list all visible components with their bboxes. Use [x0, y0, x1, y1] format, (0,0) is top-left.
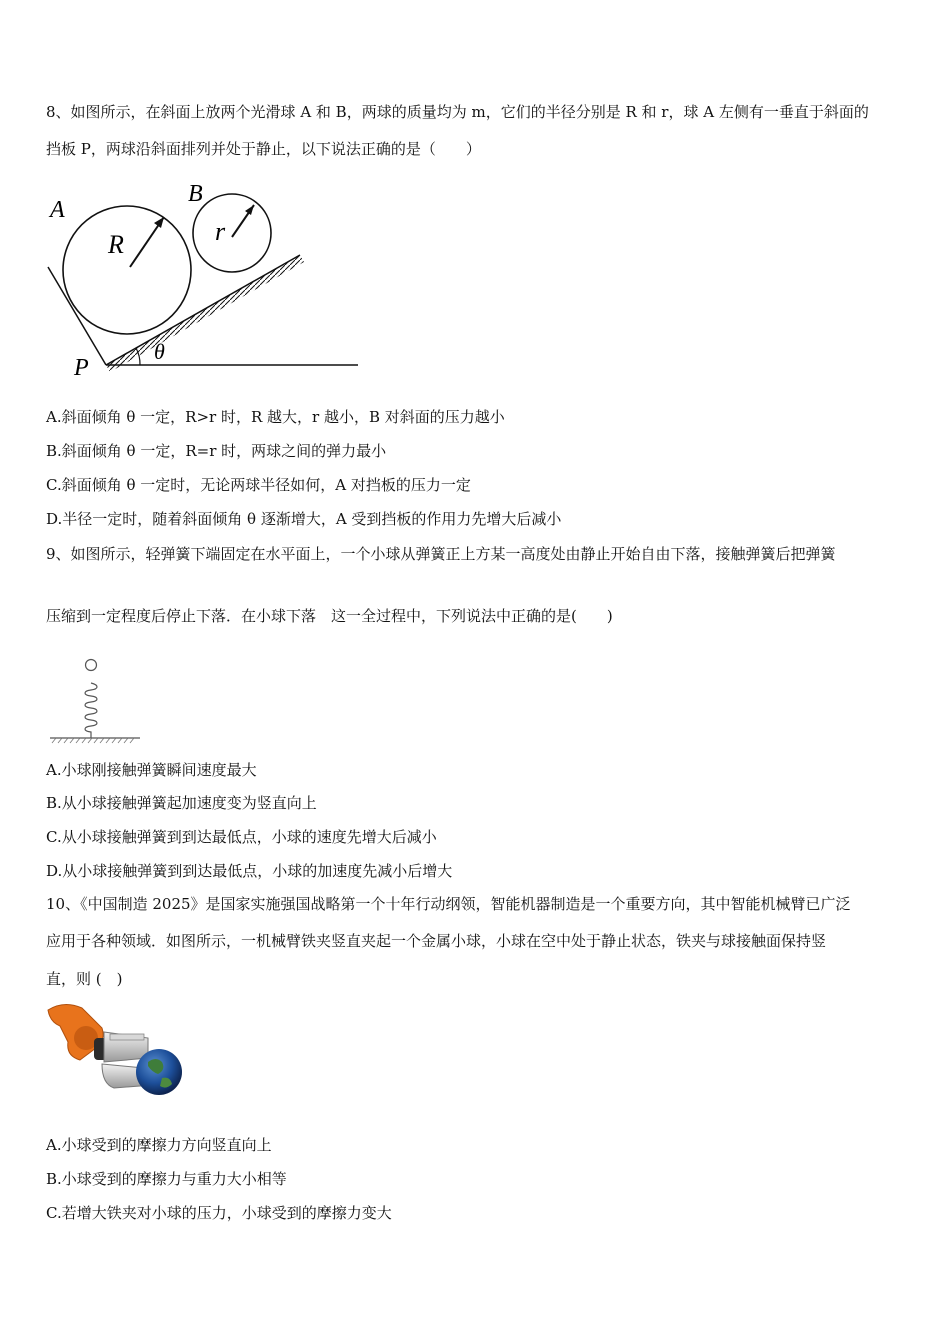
q9-stem-line1: 9、如图所示，轻弹簧下端固定在水平面上，一个小球从弹簧正上方某一高度处由静止开始自由下落，接触弹簧后把弹簧 — [46, 545, 836, 563]
q10-robot-arm-figure — [44, 1000, 189, 1110]
q8-stem-line2: 挡板 P，两球沿斜面排列并处于静止，以下说法正确的是（ ） — [46, 140, 481, 158]
label-big-r: R — [108, 230, 124, 259]
q8-option-d: D.半径一定时，随着斜面倾角 θ 逐渐增大，A 受到挡板的作用力先增大后减小 — [46, 510, 562, 528]
q8-incline-figure — [40, 175, 370, 385]
q9-stem-line2: 压缩到一定程度后停止下落．在小球下落 这一全过程中，下列说法中正确的是( ) — [46, 607, 613, 625]
q8-option-c: C.斜面倾角 θ 一定时，无论两球半径如何，A 对挡板的压力一定 — [46, 476, 471, 494]
label-a: A — [50, 197, 65, 223]
q9-option-a: A.小球刚接触弹簧瞬间速度最大 — [46, 761, 257, 779]
q10-stem-line1: 10、《中国制造 2025》是国家实施强国战略第一个十年行动纲领，智能机器制造是一个重要方向，其中智能机械臂已广泛 — [46, 895, 851, 913]
q9-spring-figure — [46, 655, 146, 747]
spring — [85, 683, 97, 738]
baffle-line — [48, 267, 106, 365]
q8-option-b: B.斜面倾角 θ 一定，R=r 时，两球之间的弹力最小 — [46, 442, 387, 460]
q8-stem-line1: 8、如图所示，在斜面上放两个光滑球 A 和 B，两球的质量均为 m，它们的半径分别是 R 和 r，球 A 左侧有一垂直于斜面的 — [46, 103, 869, 121]
q9-option-b: B.从小球接触弹簧起加速度变为竖直向上 — [46, 794, 317, 812]
ball-a — [63, 206, 191, 334]
q10-stem-line2: 应用于各种领域．如图所示，一机械臂铁夹竖直夹起一个金属小球，小球在空中处于静止状态，铁夹与球接触面保持竖 — [46, 932, 827, 950]
small-ball — [86, 660, 97, 671]
q10-option-a: A.小球受到的摩擦力方向竖直向上 — [46, 1136, 272, 1154]
label-theta: θ — [154, 339, 165, 364]
label-b: B — [188, 181, 203, 207]
q10-stem-line3: 直，则 ( ) — [46, 970, 123, 988]
q10-option-b: B.小球受到的摩擦力与重力大小相等 — [46, 1170, 287, 1188]
incline-hatch — [106, 255, 304, 372]
q8-option-a: A.斜面倾角 θ 一定，R>r 时，R 越大，r 越小，B 对斜面的压力越小 — [46, 408, 505, 426]
label-small-r: r — [215, 217, 226, 246]
q9-option-d: D.从小球接触弹簧到到达最低点，小球的加速度先减小后增大 — [46, 862, 453, 880]
q9-option-c: C.从小球接触弹簧到到达最低点，小球的速度先增大后减小 — [46, 828, 437, 846]
q10-option-c: C.若增大铁夹对小球的压力，小球受到的摩擦力变大 — [46, 1204, 392, 1222]
ball-b — [193, 194, 271, 272]
label-p: P — [74, 355, 89, 381]
